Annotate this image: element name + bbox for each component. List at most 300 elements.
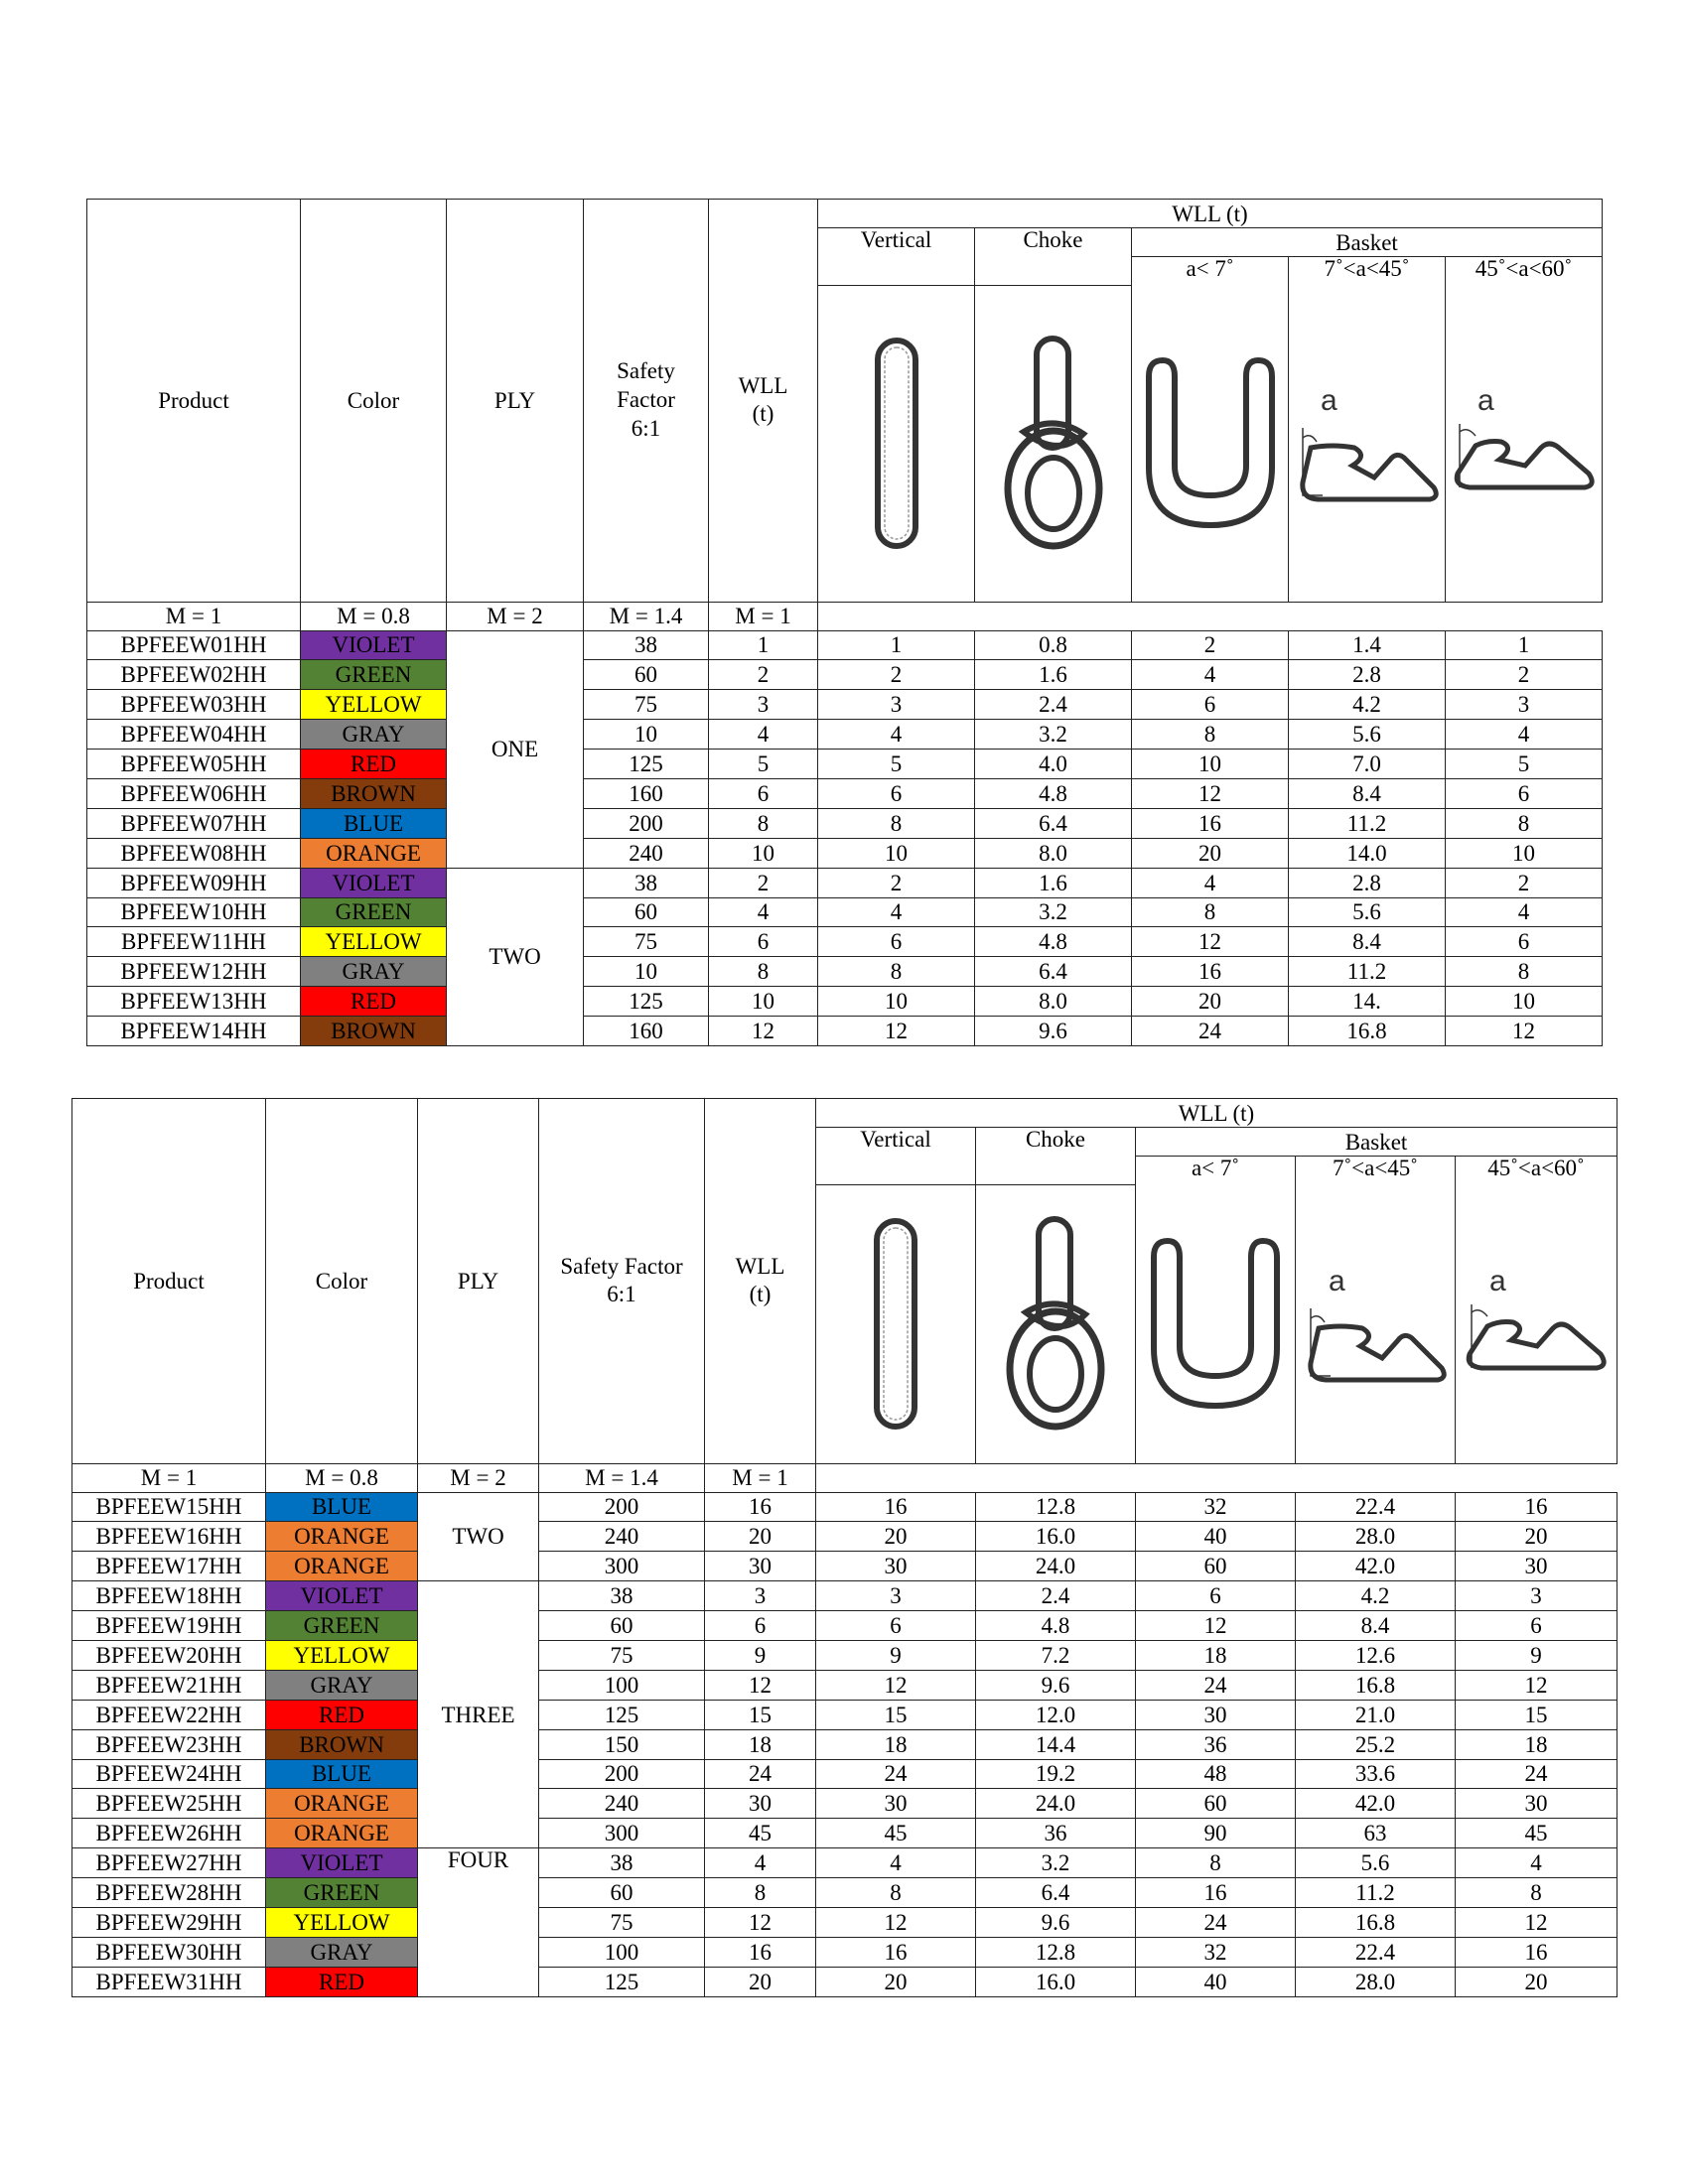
vertical-wll: 12: [818, 1017, 975, 1046]
vertical-wll: 20: [816, 1967, 976, 1996]
vertical-wll: 4: [818, 720, 975, 750]
safety-factor: 160: [584, 1017, 709, 1046]
choke-wll: 4.0: [975, 750, 1132, 779]
product-code: BPFEEW08HH: [87, 838, 301, 868]
color-swatch: ORANGE: [266, 1819, 418, 1848]
basket-small-wll: 36: [1136, 1729, 1296, 1759]
basket-large-wll: 9: [1456, 1640, 1618, 1670]
color-swatch: VIOLET: [266, 1581, 418, 1611]
header-wll-group: WLL (t): [818, 200, 1603, 228]
basket-mid-wll: 42.0: [1296, 1552, 1456, 1581]
basket-small-wll: 90: [1136, 1819, 1296, 1848]
wll-value: 12: [709, 1017, 818, 1046]
color-swatch: RED: [266, 1700, 418, 1729]
table-row: [72, 1552, 1618, 1581]
wll-value: 6: [709, 927, 818, 957]
color-swatch: ORANGE: [266, 1552, 418, 1581]
m-factor-basket-small: M = 2: [418, 1463, 539, 1492]
basket-mid-wll: 2.8: [1289, 868, 1446, 897]
header-angle-large: 45˚<a<60˚: [1446, 257, 1603, 286]
basket-large-wll: 10: [1446, 987, 1603, 1017]
table-row: [72, 1907, 1618, 1937]
basket-mid-wll: 22.4: [1296, 1937, 1456, 1967]
vertical-wll: 3: [818, 690, 975, 720]
basket-mid-wll: 14.: [1289, 987, 1446, 1017]
basket-large-wll: 10: [1446, 838, 1603, 868]
table-row: [72, 1670, 1618, 1700]
basket-small-wll: 12: [1132, 927, 1289, 957]
vertical-wll: 2: [818, 660, 975, 690]
product-code: BPFEEW19HH: [72, 1611, 266, 1641]
header-basket: Basket: [1132, 228, 1603, 257]
safety-factor: 75: [584, 690, 709, 720]
table-row: [87, 778, 1603, 808]
basket-small-wll: 24: [1136, 1670, 1296, 1700]
basket-mid-wll: 25.2: [1296, 1729, 1456, 1759]
product-code: BPFEEW26HH: [72, 1819, 266, 1848]
choke-wll: 3.2: [975, 720, 1132, 750]
table-row: [72, 1878, 1618, 1908]
basket-small-wll: 32: [1136, 1492, 1296, 1522]
basket-mid-wll: 14.0: [1289, 838, 1446, 868]
safety-factor: 100: [539, 1670, 705, 1700]
basket-large-wll: 8: [1446, 957, 1603, 987]
basket-small-wll: 4: [1132, 660, 1289, 690]
basket-angle60-sling-icon: [1456, 1184, 1618, 1463]
basket-small-wll: 24: [1132, 1017, 1289, 1046]
basket-mid-wll: 5.6: [1296, 1848, 1456, 1878]
vertical-sling-icon: [818, 285, 975, 602]
table-row: [87, 720, 1603, 750]
m-factor-choke: M = 0.8: [301, 602, 447, 630]
header-vertical: Vertical: [816, 1128, 976, 1185]
product-code: BPFEEW06HH: [87, 778, 301, 808]
vertical-wll: 8: [816, 1878, 976, 1908]
angle-a-label: a: [1477, 384, 1494, 418]
basket-small-wll: 60: [1136, 1789, 1296, 1819]
choke-wll: 8.0: [975, 838, 1132, 868]
m-factor-vertical: M = 1: [87, 602, 301, 630]
color-swatch: GREEN: [301, 897, 447, 927]
product-code: BPFEEW02HH: [87, 660, 301, 690]
color-swatch: BLUE: [266, 1492, 418, 1522]
wll-value: 3: [705, 1581, 816, 1611]
safety-factor: 60: [584, 897, 709, 927]
color-swatch: BROWN: [301, 778, 447, 808]
vertical-wll: 6: [818, 927, 975, 957]
basket-mid-wll: 8.4: [1289, 927, 1446, 957]
product-code: BPFEEW30HH: [72, 1937, 266, 1967]
basket-angle60-sling-icon: [1446, 285, 1603, 602]
basket-mid-wll: 4.2: [1296, 1581, 1456, 1611]
header-basket: Basket: [1136, 1128, 1618, 1157]
choke-wll: 6.4: [976, 1878, 1136, 1908]
header-color: Color: [301, 200, 447, 603]
vertical-wll: 12: [816, 1670, 976, 1700]
wll-value: 10: [709, 987, 818, 1017]
safety-factor: 60: [584, 660, 709, 690]
product-code: BPFEEW15HH: [72, 1492, 266, 1522]
basket-mid-wll: 22.4: [1296, 1492, 1456, 1522]
basket-angle45-sling-icon: [1289, 285, 1446, 602]
vertical-wll: 10: [818, 987, 975, 1017]
header-angle-small: a< 7˚: [1132, 257, 1289, 286]
basket-large-wll: 4: [1446, 720, 1603, 750]
wll-value: 6: [705, 1611, 816, 1641]
vertical-wll: 24: [816, 1759, 976, 1789]
basket-small-wll: 32: [1136, 1937, 1296, 1967]
choke-wll: 3.2: [976, 1848, 1136, 1878]
color-swatch: VIOLET: [301, 868, 447, 897]
product-code: BPFEEW28HH: [72, 1878, 266, 1908]
choke-wll: 0.8: [975, 630, 1132, 660]
safety-factor: 240: [584, 838, 709, 868]
basket-mid-wll: 4.2: [1289, 690, 1446, 720]
choke-wll: 24.0: [976, 1552, 1136, 1581]
product-code: BPFEEW23HH: [72, 1729, 266, 1759]
choke-wll: 1.6: [975, 660, 1132, 690]
product-code: BPFEEW21HH: [72, 1670, 266, 1700]
table-row: [72, 1729, 1618, 1759]
choke-wll: 7.2: [976, 1640, 1136, 1670]
product-code: BPFEEW27HH: [72, 1848, 266, 1878]
safety-factor: 300: [539, 1552, 705, 1581]
choke-wll: 12.0: [976, 1700, 1136, 1729]
basket-small-wll: 6: [1136, 1581, 1296, 1611]
vertical-wll: 18: [816, 1729, 976, 1759]
color-swatch: ORANGE: [266, 1522, 418, 1552]
basket-small-wll: 8: [1136, 1848, 1296, 1878]
wll-value: 4: [709, 897, 818, 927]
basket-mid-wll: 16.8: [1296, 1907, 1456, 1937]
wll-value: 10: [709, 838, 818, 868]
choke-wll: 4.8: [976, 1611, 1136, 1641]
basket-mid-wll: 5.6: [1289, 897, 1446, 927]
choke-wll: 16.0: [976, 1522, 1136, 1552]
vertical-wll: 16: [816, 1492, 976, 1522]
sling-spec-table-1: [86, 199, 1603, 1046]
product-code: BPFEEW20HH: [72, 1640, 266, 1670]
vertical-wll: 12: [816, 1907, 976, 1937]
wll-value: 6: [709, 778, 818, 808]
basket-small-wll: 48: [1136, 1759, 1296, 1789]
basket-large-wll: 45: [1456, 1819, 1618, 1848]
basket-small-wll: 12: [1136, 1611, 1296, 1641]
vertical-wll: 6: [818, 778, 975, 808]
choke-wll: 14.4: [976, 1729, 1136, 1759]
table-row: [87, 1017, 1603, 1046]
vertical-wll: 3: [816, 1581, 976, 1611]
basket-small-wll: 40: [1136, 1967, 1296, 1996]
color-swatch: VIOLET: [266, 1848, 418, 1878]
basket-mid-wll: 2.8: [1289, 660, 1446, 690]
wll-value: 5: [709, 750, 818, 779]
choke-wll: 12.8: [976, 1937, 1136, 1967]
table-row: [87, 987, 1603, 1017]
basket-mid-wll: 16.8: [1296, 1670, 1456, 1700]
basket-mid-wll: 5.6: [1289, 720, 1446, 750]
angle-a-label: a: [1489, 1265, 1506, 1298]
basket-large-wll: 2: [1446, 868, 1603, 897]
wll-value: 30: [705, 1552, 816, 1581]
choke-wll: 2.4: [975, 690, 1132, 720]
basket-small-wll: 18: [1136, 1640, 1296, 1670]
safety-factor: 300: [539, 1819, 705, 1848]
header-angle-mid: 7˚<a<45˚: [1296, 1157, 1456, 1185]
header-angle-mid: 7˚<a<45˚: [1289, 257, 1446, 286]
wll-value: 15: [705, 1700, 816, 1729]
vertical-wll: 15: [816, 1700, 976, 1729]
wll-value: 2: [709, 660, 818, 690]
m-factor-basket-large: M = 1: [705, 1463, 816, 1492]
choke-wll: 9.6: [976, 1670, 1136, 1700]
product-code: BPFEEW24HH: [72, 1759, 266, 1789]
basket-large-wll: 20: [1456, 1967, 1618, 1996]
header-choke: Choke: [976, 1128, 1136, 1185]
wll-value: 16: [705, 1492, 816, 1522]
color-swatch: GRAY: [301, 720, 447, 750]
basket-large-wll: 12: [1456, 1907, 1618, 1937]
basket-large-wll: 5: [1446, 750, 1603, 779]
basket-large-wll: 16: [1456, 1937, 1618, 1967]
safety-factor: 38: [539, 1848, 705, 1878]
product-code: BPFEEW10HH: [87, 897, 301, 927]
table-row: [72, 1789, 1618, 1819]
table-row: [72, 1967, 1618, 1996]
angle-a-label: a: [1320, 384, 1337, 418]
color-swatch: GREEN: [266, 1611, 418, 1641]
safety-factor: 38: [584, 630, 709, 660]
vertical-sling-icon: [816, 1184, 976, 1463]
product-code: BPFEEW29HH: [72, 1907, 266, 1937]
table-row: [72, 1848, 1618, 1878]
color-swatch: GRAY: [266, 1937, 418, 1967]
table-row: [72, 1611, 1618, 1641]
choke-wll: 8.0: [975, 987, 1132, 1017]
wll-value: 2: [709, 868, 818, 897]
choke-wll: 4.8: [975, 927, 1132, 957]
safety-factor: 60: [539, 1878, 705, 1908]
choke-wll: 12.8: [976, 1492, 1136, 1522]
color-swatch: ORANGE: [301, 838, 447, 868]
product-code: BPFEEW12HH: [87, 957, 301, 987]
vertical-wll: 9: [816, 1640, 976, 1670]
basket-small-wll: 4: [1132, 868, 1289, 897]
basket-mid-wll: 1.4: [1289, 630, 1446, 660]
header-ply: PLY: [418, 1099, 539, 1464]
safety-factor: 38: [539, 1581, 705, 1611]
ply-group: THREE: [418, 1581, 539, 1848]
header-wll-group: WLL (t): [816, 1099, 1618, 1128]
choke-wll: 24.0: [976, 1789, 1136, 1819]
basket-small-wll: 24: [1136, 1907, 1296, 1937]
basket-large-wll: 2: [1446, 660, 1603, 690]
m-factor-choke: M = 0.8: [266, 1463, 418, 1492]
header-product: Product: [72, 1099, 266, 1464]
safety-factor: 60: [539, 1611, 705, 1641]
choke-wll: 1.6: [975, 868, 1132, 897]
basket-small-wll: 10: [1132, 750, 1289, 779]
header-angle-small: a< 7˚: [1136, 1157, 1296, 1185]
table-row: [87, 838, 1603, 868]
basket-small-wll: 6: [1132, 690, 1289, 720]
product-code: BPFEEW17HH: [72, 1552, 266, 1581]
basket-mid-wll: 28.0: [1296, 1967, 1456, 1996]
sling-spec-table-2: [71, 1098, 1618, 1997]
basket-large-wll: 6: [1456, 1611, 1618, 1641]
vertical-wll: 8: [818, 808, 975, 838]
choke-sling-icon: [975, 285, 1132, 602]
table-row: [87, 630, 1603, 660]
wll-value: 8: [709, 957, 818, 987]
wll-value: 4: [709, 720, 818, 750]
basket-large-wll: 20: [1456, 1522, 1618, 1552]
ply-group: TWO: [447, 868, 584, 1045]
color-swatch: BROWN: [266, 1729, 418, 1759]
basket-mid-wll: 42.0: [1296, 1789, 1456, 1819]
header-ply: PLY: [447, 200, 584, 603]
basket-small-wll: 2: [1132, 630, 1289, 660]
table-row: [87, 927, 1603, 957]
safety-factor: 200: [539, 1492, 705, 1522]
basket-large-wll: 12: [1456, 1670, 1618, 1700]
table-row: [72, 1819, 1618, 1848]
basket-mid-wll: 12.6: [1296, 1640, 1456, 1670]
table-row: [72, 1700, 1618, 1729]
header-choke: Choke: [975, 228, 1132, 286]
safety-factor: 125: [539, 1700, 705, 1729]
table-row: [87, 690, 1603, 720]
m-factor-basket-mid: M = 1.4: [539, 1463, 705, 1492]
safety-factor: 200: [584, 808, 709, 838]
product-code: BPFEEW11HH: [87, 927, 301, 957]
table-row: [72, 1581, 1618, 1611]
table-row: [87, 660, 1603, 690]
color-swatch: YELLOW: [266, 1907, 418, 1937]
header-wll: WLL (t): [709, 200, 818, 603]
basket-small-wll: 16: [1132, 808, 1289, 838]
basket-mid-wll: 8.4: [1296, 1611, 1456, 1641]
m-factor-vertical: M = 1: [72, 1463, 266, 1492]
choke-wll: 19.2: [976, 1759, 1136, 1789]
basket-large-wll: 3: [1456, 1581, 1618, 1611]
wll-value: 45: [705, 1819, 816, 1848]
ply-group: ONE: [447, 630, 584, 868]
color-swatch: VIOLET: [301, 630, 447, 660]
basket-large-wll: 18: [1456, 1729, 1618, 1759]
basket-large-wll: 8: [1456, 1878, 1618, 1908]
color-swatch: BLUE: [301, 808, 447, 838]
product-code: BPFEEW07HH: [87, 808, 301, 838]
safety-factor: 10: [584, 720, 709, 750]
table-row: [72, 1492, 1618, 1522]
m-factor-basket-large: M = 1: [709, 602, 818, 630]
basket-mid-wll: 63: [1296, 1819, 1456, 1848]
table-row: [72, 1937, 1618, 1967]
table-row: [87, 808, 1603, 838]
header-safety-factor: Safety Factor 6:1: [539, 1099, 705, 1464]
product-code: BPFEEW18HH: [72, 1581, 266, 1611]
product-code: BPFEEW03HH: [87, 690, 301, 720]
basket-mid-wll: 11.2: [1289, 957, 1446, 987]
safety-factor: 240: [539, 1789, 705, 1819]
color-swatch: RED: [301, 750, 447, 779]
choke-wll: 9.6: [976, 1907, 1136, 1937]
table-row: [72, 1759, 1618, 1789]
table-row: [72, 1640, 1618, 1670]
wll-value: 8: [705, 1878, 816, 1908]
product-code: BPFEEW14HH: [87, 1017, 301, 1046]
vertical-wll: 8: [818, 957, 975, 987]
safety-factor: 75: [539, 1640, 705, 1670]
ply-group: FOUR: [418, 1848, 539, 1996]
product-code: BPFEEW31HH: [72, 1967, 266, 1996]
vertical-wll: 10: [818, 838, 975, 868]
choke-wll: 9.6: [975, 1017, 1132, 1046]
vertical-wll: 5: [818, 750, 975, 779]
basket-mid-wll: 21.0: [1296, 1700, 1456, 1729]
color-swatch: YELLOW: [301, 690, 447, 720]
safety-factor: 160: [584, 778, 709, 808]
basket-small-wll: 30: [1136, 1700, 1296, 1729]
basket-small-wll: 8: [1132, 720, 1289, 750]
choke-wll: 2.4: [976, 1581, 1136, 1611]
color-swatch: YELLOW: [266, 1640, 418, 1670]
product-code: BPFEEW05HH: [87, 750, 301, 779]
vertical-wll: 4: [816, 1848, 976, 1878]
product-code: BPFEEW25HH: [72, 1789, 266, 1819]
wll-value: 30: [705, 1789, 816, 1819]
product-code: BPFEEW09HH: [87, 868, 301, 897]
safety-factor: 100: [539, 1937, 705, 1967]
color-swatch: RED: [301, 987, 447, 1017]
basket-small-wll: 40: [1136, 1522, 1296, 1552]
basket-small-wll: 12: [1132, 778, 1289, 808]
wll-value: 3: [709, 690, 818, 720]
wll-value: 24: [705, 1759, 816, 1789]
table-row: [87, 868, 1603, 897]
vertical-wll: 30: [816, 1789, 976, 1819]
basket-large-wll: 1: [1446, 630, 1603, 660]
basket-large-wll: 24: [1456, 1759, 1618, 1789]
choke-wll: 6.4: [975, 957, 1132, 987]
header-product: Product: [87, 200, 301, 603]
safety-factor: 125: [539, 1967, 705, 1996]
color-swatch: ORANGE: [266, 1789, 418, 1819]
basket-u-sling-icon: [1136, 1184, 1296, 1463]
product-code: BPFEEW13HH: [87, 987, 301, 1017]
choke-wll: 36: [976, 1819, 1136, 1848]
wll-value: 9: [705, 1640, 816, 1670]
choke-wll: 6.4: [975, 808, 1132, 838]
header-angle-large: 45˚<a<60˚: [1456, 1157, 1618, 1185]
basket-u-sling-icon: [1132, 285, 1289, 602]
color-swatch: GRAY: [301, 957, 447, 987]
table-row: [87, 957, 1603, 987]
wll-value: 20: [705, 1522, 816, 1552]
color-swatch: BLUE: [266, 1759, 418, 1789]
wll-value: 16: [705, 1937, 816, 1967]
basket-small-wll: 16: [1136, 1878, 1296, 1908]
table-row: [87, 897, 1603, 927]
basket-mid-wll: 28.0: [1296, 1522, 1456, 1552]
m-factor-basket-mid: M = 1.4: [584, 602, 709, 630]
safety-factor: 38: [584, 868, 709, 897]
basket-large-wll: 8: [1446, 808, 1603, 838]
basket-large-wll: 30: [1456, 1552, 1618, 1581]
basket-small-wll: 20: [1132, 838, 1289, 868]
basket-large-wll: 4: [1456, 1848, 1618, 1878]
